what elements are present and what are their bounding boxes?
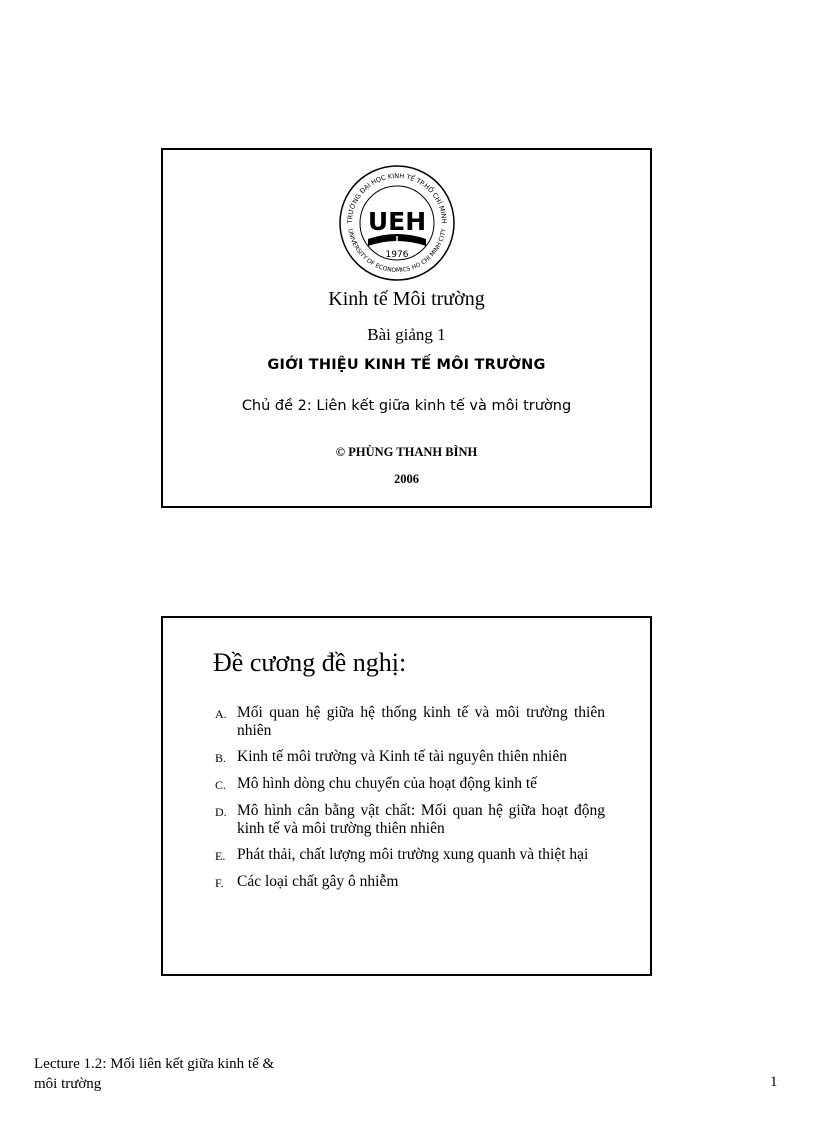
item-text: Các loại chất gây ô nhiễm <box>237 873 399 890</box>
outline-slide <box>161 616 652 976</box>
author-copyright: © PHÙNG THANH BÌNH <box>335 445 478 459</box>
list-item <box>215 873 605 892</box>
ueh-university-logo-icon <box>338 164 456 282</box>
item-letter: A. <box>215 707 227 721</box>
outline-list <box>215 704 605 900</box>
title-slide <box>161 148 652 508</box>
logo-ring-bottom-text: UNIVERSITY OF ECONOMICS HO CHI MINH CITY <box>346 228 448 275</box>
course-title: Kinh tế Môi trường <box>328 288 485 310</box>
logo-year: 1976 <box>385 250 409 260</box>
list-item <box>215 802 605 838</box>
item-letter: E. <box>215 849 226 863</box>
logo-ring-top-text: TRƯỜNG ĐẠI HỌC KINH TẾ TP.HỒ CHÍ MINH <box>345 171 449 224</box>
list-item <box>215 775 605 794</box>
footer-line-1: Lecture 1.2: Mối liên kết giữa kinh tế & <box>34 1056 275 1072</box>
publication-year: 2006 <box>394 472 419 486</box>
list-item <box>215 846 605 865</box>
lecture-title: GIỚI THIỆU KINH TẾ MÔI TRƯỜNG <box>267 357 546 373</box>
page-number: 1 <box>770 1074 778 1090</box>
item-letter: B. <box>215 751 227 765</box>
item-text: Mối quan hệ giữa hệ thống kinh tế và môi trường thiên nhiên <box>237 704 605 739</box>
item-text: Phát thải, chất lượng môi trường xung quanh và thiệt hại <box>237 846 589 863</box>
lecture-number: Bài giảng 1 <box>367 325 446 344</box>
footer-line-2: môi trường <box>34 1076 102 1092</box>
footer-caption <box>34 1054 274 1094</box>
list-item <box>215 704 605 740</box>
logo-monogram: UEH <box>367 207 427 236</box>
item-letter: C. <box>215 778 227 792</box>
item-letter: D. <box>215 805 227 819</box>
item-text: Mô hình dòng chu chuyển của hoạt động kinh tế <box>237 775 538 792</box>
list-item <box>215 748 605 767</box>
item-text: Kinh tế môi trường và Kinh tế tài nguyên thiên nhiên <box>237 748 567 765</box>
topic-subtitle: Chủ đề 2: Liên kết giữa kinh tế và môi trường <box>241 398 572 414</box>
outline-heading: Đề cương đề nghị: <box>213 648 407 677</box>
item-text: Mô hình cân bằng vật chất: Mối quan hệ giữa hoạt động kinh tế và môi trường thiên nhiên <box>237 802 605 837</box>
item-letter: F. <box>215 876 224 890</box>
